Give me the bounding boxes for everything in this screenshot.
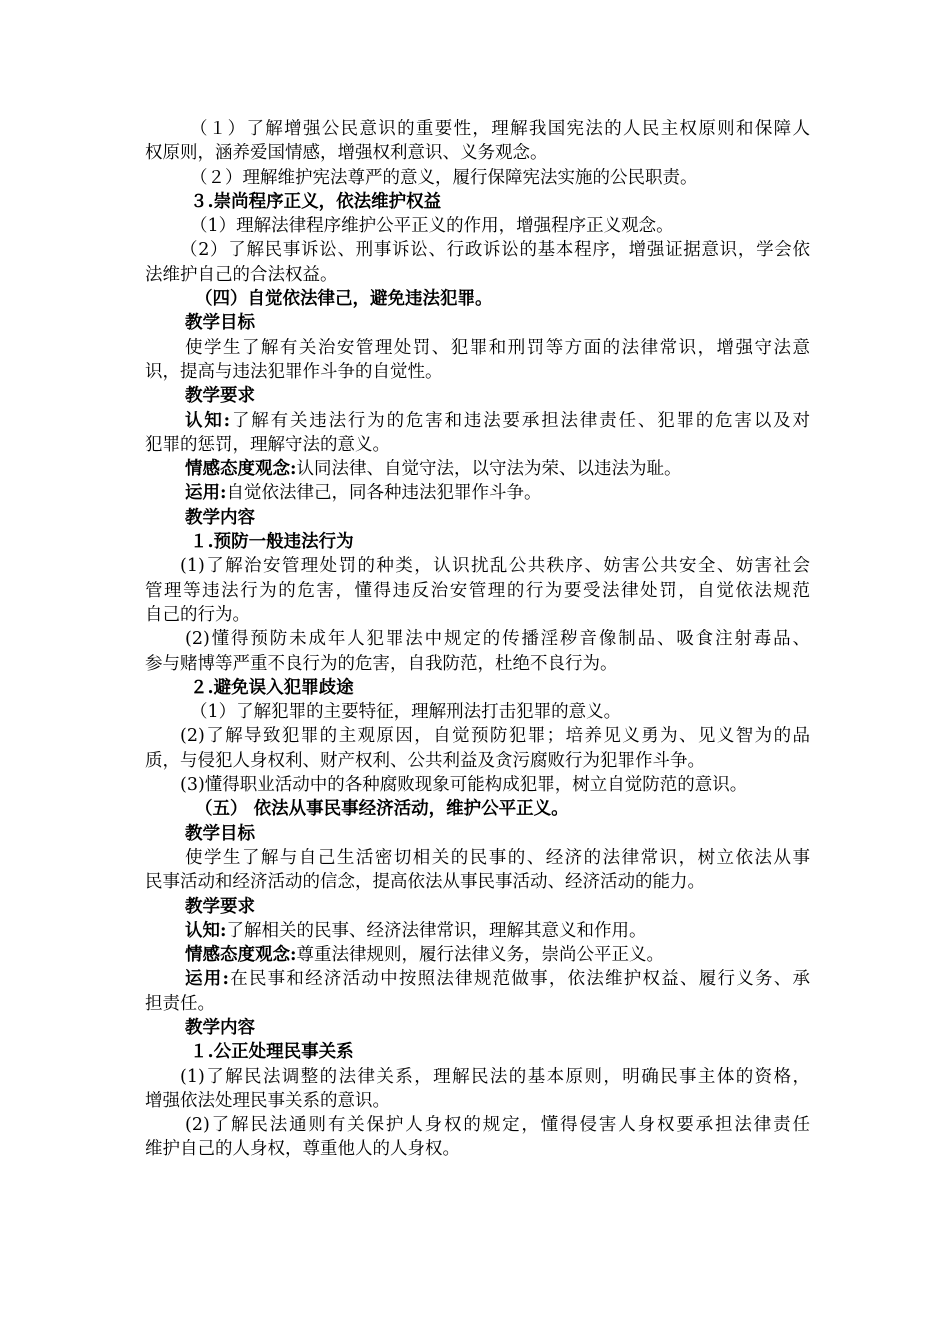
text-line: 法维护自己的合法权益。 [145,264,338,285]
inline-label: 情感态度观念: [185,459,297,480]
text-line: 识，提高与违法犯罪作斗争的自觉性。 [145,361,443,382]
text-line: 增强依法处理民事关系的意识。 [145,1090,390,1111]
text-line: （２）理解维护宪法尊严的意义，履行保障宪法实施的公民职责。 [190,167,698,188]
text-line: （五） 依法从事民事经济活动，维护公平正义。 [195,799,569,820]
text-line: 教学目标 [185,313,255,334]
inline-text: 了解有关违法行为的危害和违法要承担法律责任、犯罪的危害以及对 [230,410,810,431]
inline-text: 认同法律、自觉守法，以守法为荣、以违法为耻。 [296,459,682,480]
text-line: 质，与侵犯人身权利、财产权利、公共利益及贪污腐败行为犯罪作斗争。 [145,750,705,771]
text-line: 教学内容 [185,507,255,528]
text-line: ２.避免误入犯罪歧途 [190,677,354,698]
text-line: (2)懂得预防未成年人犯罪法中规定的传播淫秽音像制品、吸食注射毒品、 [185,629,810,650]
text-line: 参与赌博等严重不良行为的危害，自我防范，杜绝不良行为。 [145,653,618,674]
text-line: 教学要求 [185,386,255,407]
inline-text: 自觉依法律己，同各种违法犯罪作斗争。 [226,483,542,504]
text-line [145,409,810,433]
text-line: (2)了解导致犯罪的主观原因，自觉预防犯罪；培养见义勇为、见义智为的品 [180,726,810,747]
text-line: 担责任。 [145,993,215,1014]
text-line: 使学生了解有关治安管理处罚、犯罪和刑罚等方面的法律常识，增强守法意 [185,337,810,358]
inline-label: 认知: [185,920,227,941]
text-line: 维护自己的人身权，尊重他人的人身权。 [145,1139,460,1160]
text-line: (1)了解治安管理处罚的种类，认识扰乱公共秩序、妨害公共安全、妨害社会 [180,556,810,577]
text-line: 民事活动和经济活动的信念，提高依法从事民事活动、经济活动的能力。 [145,872,705,893]
text-line [145,457,810,481]
inline-label: 运用: [185,483,227,504]
inline-text: 尊重法律规则，履行法律义务，崇尚公平正义。 [296,945,664,966]
text-line: １.预防一般违法行为 [190,532,354,553]
text-line [145,967,810,991]
text-line: (3)懂得职业活动中的各种腐败现象可能构成犯罪，树立自觉防范的意识。 [180,775,748,796]
inline-label: 情感态度观念: [185,945,297,966]
text-line [145,943,810,967]
text-line: 自己的行为。 [145,604,250,625]
text-line: 使学生了解与自己生活密切相关的民事的、经济的法律常识，树立依法从事 [185,847,810,868]
inline-label: 运用: [185,969,229,990]
text-line: 管理等违法行为的危害，懂得违反治安管理的行为要受法律处罚，自觉依法规范 [145,580,810,601]
text-line: 教学要求 [185,896,255,917]
text-line: 犯罪的惩罚，理解守法的意义。 [145,434,390,455]
text-line: 教学目标 [185,823,255,844]
text-line: ３.崇尚程序正义，依法维护权益 [190,191,442,212]
text-line: 教学内容 [185,1017,255,1038]
text-line: (1)了解民法调整的法律关系，理解民法的基本原则，明确民事主体的资格， [180,1066,810,1087]
text-line: （1）了解犯罪的主要特征，理解刑法打击犯罪的意义。 [190,702,622,723]
text-line [145,919,810,943]
text-line: （四）自觉依法律己，避免违法犯罪。 [195,289,493,310]
text-line: (2)了解民法通则有关保护人身权的规定，懂得侵害人身权要承担法律责任 [185,1115,810,1136]
text-line: １.公正处理民事关系 [190,1042,354,1063]
inline-text: 了解相关的民事、经济法律常识，理解其意义和作用。 [226,920,647,941]
inline-text: 在民事和经济活动中按照法律规范做事，依法维护权益、履行义务、承 [228,969,810,990]
text-line [145,481,810,505]
text-line: （1）理解法律程序维护公平正义的作用，增强程序正义观念。 [190,216,674,237]
text-line: （2）了解民事诉讼、刑事诉讼、行政诉讼的基本程序，增强证据意识，学会依 [180,240,810,261]
text-line: 权原则，涵养爱国情感，增强权利意识、义务观念。 [145,143,548,164]
text-line: （１）了解增强公民意识的重要性，理解我国宪法的人民主权原则和保障人 [190,119,810,139]
document-page [145,117,810,1162]
inline-label: 认知: [185,410,231,431]
